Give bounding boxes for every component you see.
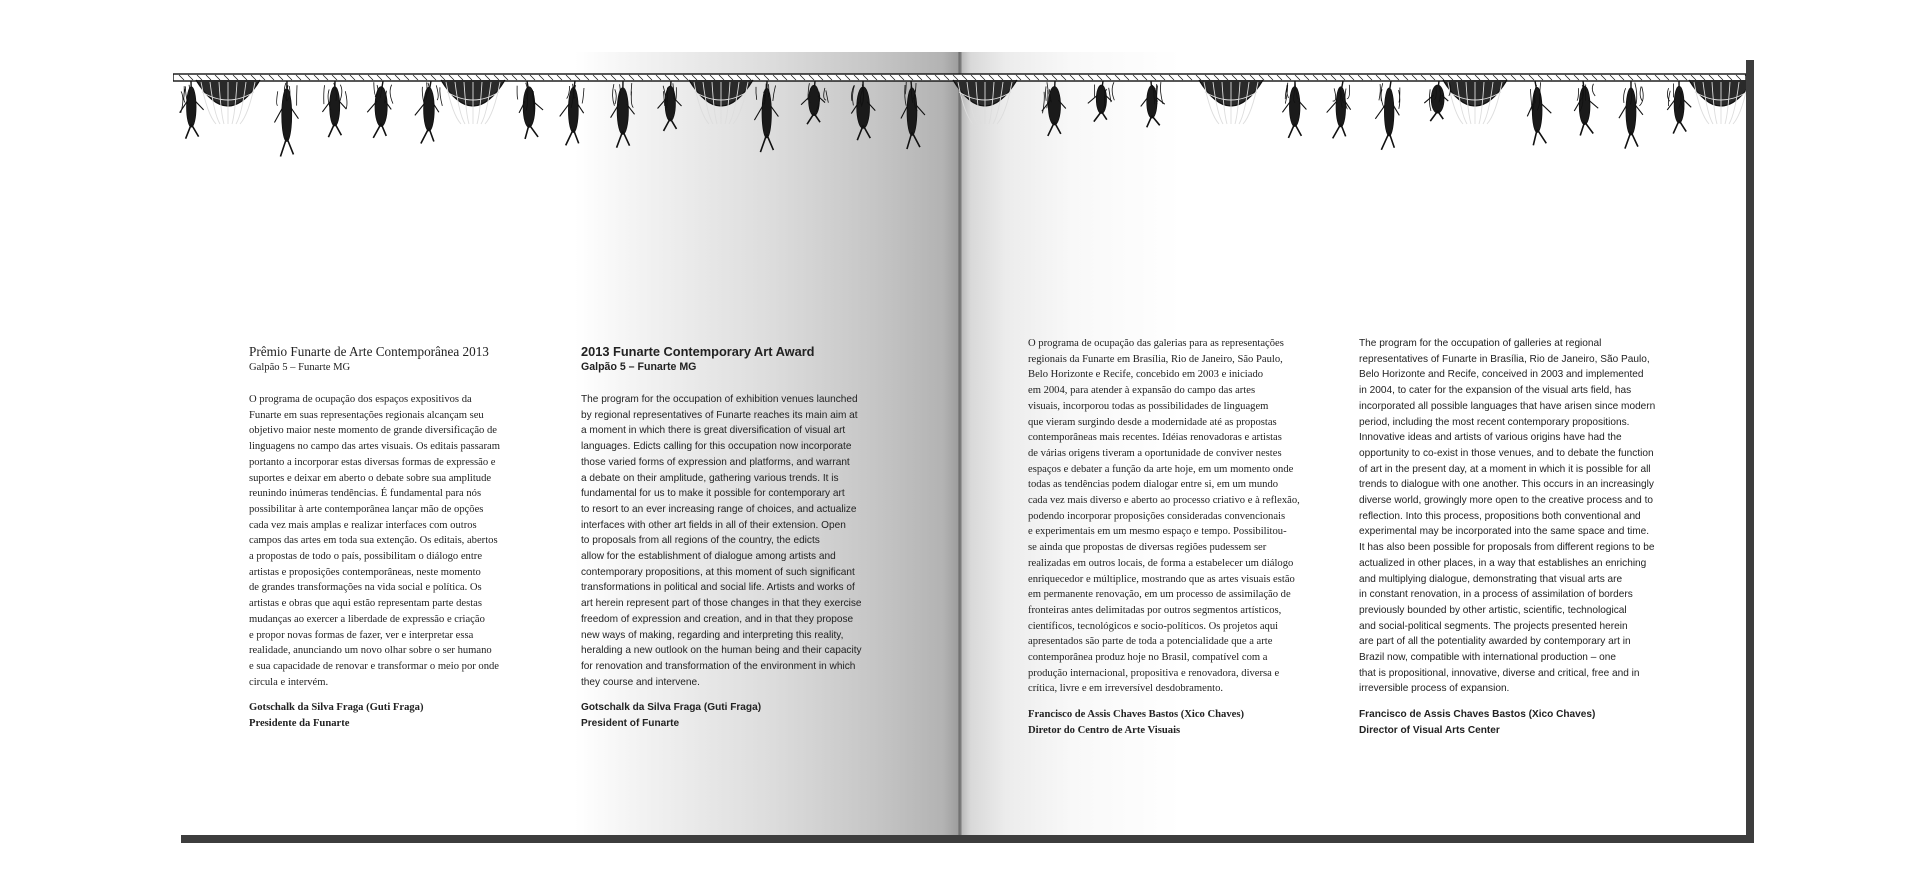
- text-line: incorporated all possible languages that have arisen since modern: [1359, 400, 1656, 412]
- text-line: crítica, livre e em irreversível desdobramento.: [1028, 683, 1224, 695]
- book-spread: [173, 52, 1746, 835]
- text-line: a propostas de todo o país, possibilitam o diálogo entre: [249, 551, 483, 563]
- page-subtitle: Galpão 5 – Funarte MG: [581, 361, 697, 373]
- text-line: and multiplying dialogue, demonstrating that visual arts are: [1359, 573, 1623, 585]
- text-line: realidade, anunciando um novo olhar sobre o ser humano: [249, 645, 492, 657]
- text-line: contemporary propositions, at this moment of such significant: [581, 566, 855, 578]
- signature-role: Presidente da Funarte: [249, 718, 350, 730]
- text-line: suportes e deixar em aberto o debate sobre sua amplitude: [249, 472, 492, 484]
- text-line: produção internacional, propositiva e renovadora, diversa e: [1028, 667, 1280, 679]
- text-line: possibilitar à arte contemporânea lançar mão de opções: [249, 503, 484, 515]
- text-line: que vieram surgindo desde a modernidade até as propostas: [1028, 416, 1277, 428]
- text-line: todas as tendências podem dialogar entre si, em um mundo: [1028, 479, 1279, 491]
- text-line: to resort to an ever increasing range of choices, and actualize: [581, 503, 857, 515]
- text-line: reunindo inúmeras tendências. É fundamental para nós: [249, 488, 482, 500]
- text-line: a debate on their amplitude, gathering various trends. It is: [581, 472, 839, 484]
- text-line: interfaces with other art fields in all of their extension. Open: [581, 519, 846, 531]
- signature-name: Francisco de Assis Chaves Bastos (Xico Chaves): [1028, 709, 1244, 721]
- text-line: realizadas em outros locais, de forma a estabelecer um diálogo: [1028, 557, 1294, 569]
- text-line: portanto a incorporar estas diversas formas de expressão e: [249, 456, 496, 468]
- text-line: and social-political segments. The projects presented herein: [1359, 620, 1628, 632]
- text-line: trends to dialogue with one another. This occurs in an increasingly: [1359, 479, 1654, 491]
- text-line: The program for the occupation of exhibition venues launched: [581, 394, 858, 405]
- text-line: previously bounded by other artistic, scientific, technological: [1359, 604, 1627, 616]
- text-line: to proposals from all regions of the country, the edicts: [581, 535, 820, 547]
- text-line: actualized in other places, in a way that establishes an enriching: [1359, 557, 1647, 569]
- text-line: linguagens no campo das artes visuais. Os editais passaram: [249, 441, 500, 453]
- text-line: cada vez mais diverso e aberto ao processo criativo e à reflexão,: [1028, 495, 1300, 507]
- text-line: artistas e obras que aqui estão representam parte destas: [249, 598, 482, 610]
- text-line: mudanças ao exercer a liberdade de expressão e criação: [249, 613, 485, 625]
- signature-name: Gotschalk da Silva Fraga (Guti Fraga): [249, 702, 424, 714]
- text-line: opportunity to co-exist in those venues, and to debate the function: [1359, 447, 1654, 459]
- text-line: in constant renovation, in a process of assimilation of borders: [1359, 589, 1633, 601]
- text-line: apresentados são parte de toda a potencialidade que a arte: [1028, 636, 1273, 648]
- right-en-column: [1359, 336, 1689, 739]
- text-line: podendo incorporar proposições consideradas convencionais: [1028, 510, 1286, 522]
- text-line: reflection. Into this process, propositions both conventional and: [1359, 510, 1641, 522]
- left-en-column: [581, 344, 911, 732]
- text-line: freedom of expression and creation, and in that they propose: [581, 613, 854, 625]
- text-line: O programa de ocupação das galerias para as representações: [1028, 338, 1284, 349]
- text-line: those varied forms of expression and platforms, and warrant: [581, 456, 850, 468]
- signature-name: Gotschalk da Silva Fraga (Guti Fraga): [581, 702, 762, 714]
- text-line: fronteiras antes delimitadas por outros segmentos artísticos,: [1028, 604, 1282, 616]
- text-line: experimental may be incorporated into the same space and time.: [1359, 526, 1650, 538]
- text-line: representatives of Funarte in Brasília, Rio de Janeiro, São Paulo,: [1359, 353, 1650, 365]
- text-line: a moment in which there is great diversification of visual art: [581, 425, 846, 437]
- text-line: Belo Horizonte e Recife, concebido em 2003 e iniciado: [1028, 369, 1264, 381]
- signature-name: Francisco de Assis Chaves Bastos (Xico Chaves): [1359, 709, 1596, 721]
- text-line: irreversible process of expansion.: [1359, 683, 1510, 695]
- text-line: contemporâneas mais recentes. Idéias renovadoras e artistas: [1028, 432, 1282, 444]
- text-line: The program for the occupation of galleries at regional: [1359, 338, 1602, 349]
- text-line: e propor novas formas de fazer, ver e interpretar essa: [249, 629, 474, 641]
- text-line: It has also been possible for proposals from different regions to be: [1359, 542, 1655, 554]
- text-line: contemporânea produz hoje no Brasil, compatível com a: [1028, 652, 1268, 664]
- text-line: for renovation and transformation of the environment in which: [581, 660, 856, 672]
- text-line: that is propositional, innovative, diverse and critical, free and in: [1359, 667, 1640, 679]
- body-text: [1359, 336, 1689, 697]
- page-subtitle: Galpão 5 – Funarte MG: [249, 362, 351, 373]
- page-title: 2013 Funarte Contemporary Art Award: [581, 344, 815, 359]
- text-line: in 2004, to cater for the expansion of the visual arts field, has: [1359, 385, 1632, 397]
- text-line: allow for the establishment of dialogue among artists and: [581, 551, 836, 563]
- text-line: circula e intervém.: [249, 676, 329, 688]
- text-line: art herein represent part of those changes in that they exercise: [581, 598, 862, 610]
- text-line: e sua capacidade de renovar e transformar o meio por onde: [249, 660, 500, 672]
- text-line: e experimentais em um mesmo espaço e tempo. Possibilitou-: [1028, 526, 1287, 538]
- text-line: fundamental for us to make it possible for contemporary art: [581, 488, 845, 500]
- text-line: regionais da Funarte em Brasília, Rio de Janeiro, São Paulo,: [1028, 353, 1283, 365]
- text-line: visuais, incorporou todas as possibilidades de linguagem: [1028, 400, 1269, 412]
- text-line: transformations in political and social life. Artists and works of: [581, 582, 855, 594]
- text-line: by regional representatives of Funarte reaches its main aim at: [581, 409, 858, 421]
- text-line: heralding a new outlook on the human being and their capacity: [581, 645, 862, 657]
- text-line: languages. Edicts calling for this occupation now incorporate: [581, 441, 852, 453]
- text-line: they course and intervene.: [581, 676, 700, 688]
- text-line: em permanente renovação, em um processo de assimilação de: [1028, 589, 1291, 601]
- text-line: are part of all the potentiality awarded by contemporary art in: [1359, 636, 1631, 648]
- body-text: [581, 392, 911, 690]
- text-line: Belo Horizonte and Recife, conceived in 2003 and implemented: [1359, 369, 1644, 381]
- text-line: diverse world, growingly more open to the creative process and to: [1359, 495, 1653, 507]
- signature-role: President of Funarte: [581, 718, 680, 730]
- right-pt-column: [1028, 336, 1358, 739]
- text-line: period, including the most recent contemporary propositions.: [1359, 416, 1630, 428]
- text-line: espaços e debater a função da arte hoje, em um momento onde: [1028, 463, 1294, 475]
- text-line: enriquecedor e múltiplice, mostrando que as artes visuais estão: [1028, 573, 1295, 585]
- page-title: Prêmio Funarte de Arte Contemporânea 2013: [249, 344, 489, 359]
- text-line: Funarte em suas representações regionais alcançam seu: [249, 409, 484, 421]
- signature-role: Diretor do Centro de Arte Visuais: [1028, 725, 1181, 737]
- text-line: em 2004, para atender à expansão do campo das artes: [1028, 385, 1256, 397]
- body-text: [249, 392, 579, 690]
- text-line: objetivo maior neste momento de grande diversificação de: [249, 425, 497, 437]
- text-line: new ways of making, regarding and interpreting this reality,: [581, 629, 844, 641]
- text-line: de grandes transformações na vida social e política. Os: [249, 582, 482, 594]
- signature-role: Director of Visual Arts Center: [1359, 725, 1500, 737]
- text-line: Brazil now, compatible with international production – one: [1359, 652, 1616, 664]
- left-pt-column: [249, 344, 579, 732]
- body-text: [1028, 336, 1358, 697]
- text-line: artistas e proposições contemporâneas, neste momento: [249, 566, 481, 578]
- text-line: of art in the present day, at a moment in which it is possible for all: [1359, 463, 1651, 475]
- text-line: científicos, tecnológicos e socio-políticos. Os projetos aqui: [1028, 620, 1279, 632]
- text-line: cada vez mais amplas e realizar interfaces com outros: [249, 519, 477, 531]
- engraved-frieze-illustration: [173, 52, 1746, 170]
- text-line: Innovative ideas and artists of various origins have had the: [1359, 432, 1622, 444]
- text-line: campos das artes em toda sua extenção. Os editais, abertos: [249, 535, 498, 547]
- text-line: O programa de ocupação dos espaços expositivos da: [249, 394, 472, 405]
- text-line: de várias origens tiveram a oportunidade de conviver nestes: [1028, 447, 1282, 459]
- text-line: se ainda que propostas de diversas regiões pudessem ser: [1028, 542, 1267, 554]
